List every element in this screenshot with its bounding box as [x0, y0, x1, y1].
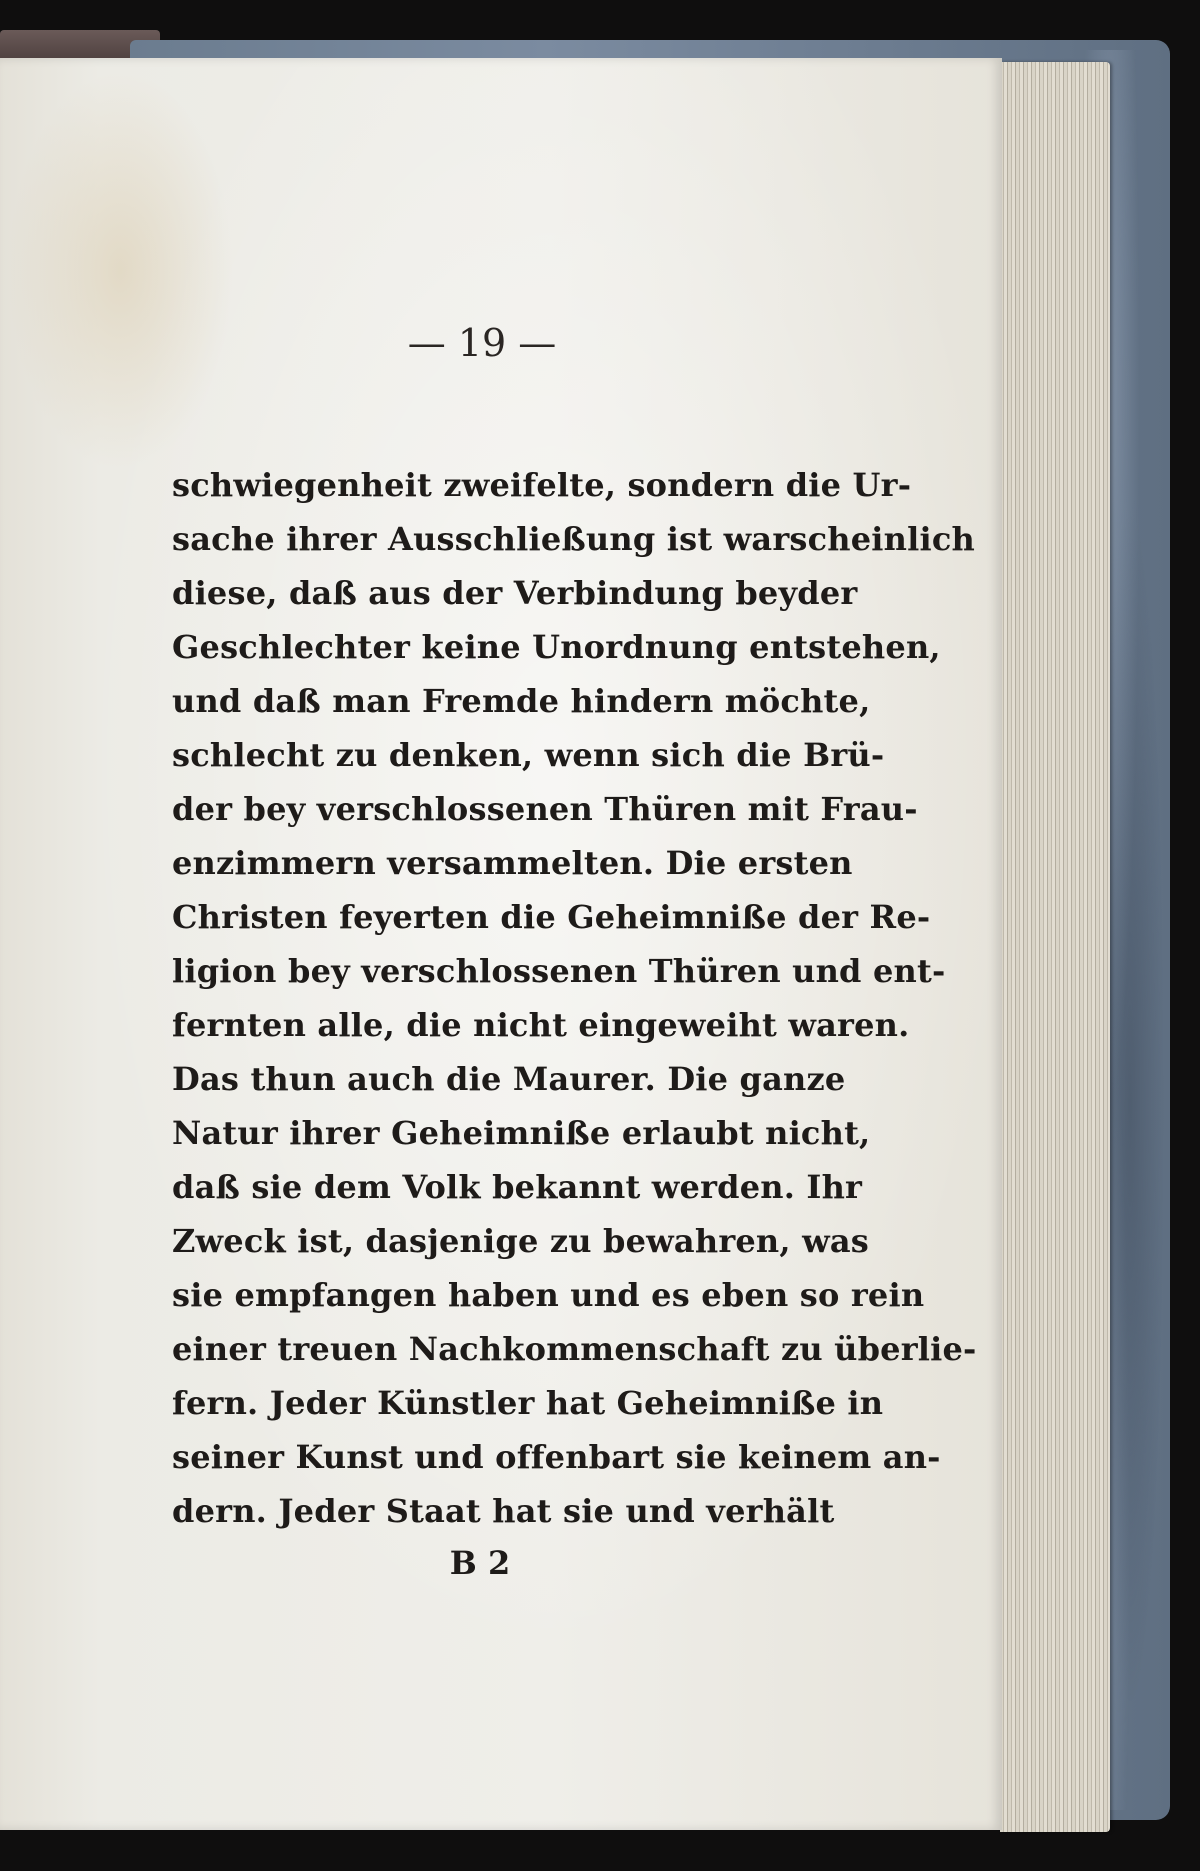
- book-page: [0, 58, 1002, 1830]
- body-text: [172, 458, 977, 1538]
- text-line: und daß man Fremde hindern möchte,: [172, 682, 871, 720]
- text-line: dern. Jeder Staat hat sie und verhält: [172, 1492, 835, 1530]
- text-line: schlecht zu denken, wenn sich die Brü-: [172, 736, 885, 774]
- text-line: Natur ihrer Geheimniße erlaubt nicht,: [172, 1114, 871, 1152]
- text-line: Christen feyerten die Geheimniße der Re-: [172, 898, 931, 936]
- text-line: schwiegenheit zweifelte, sondern die Ur-: [172, 466, 912, 504]
- text-line: enzimmern versammelten. Die ersten: [172, 844, 853, 882]
- text-line: sie empfangen haben und es eben so rein: [172, 1276, 925, 1314]
- text-line: sache ihrer Ausschließung ist warscheinlich: [172, 520, 975, 558]
- text-line: diese, daß aus der Verbindung beyder: [172, 574, 858, 612]
- text-line: daß sie dem Volk bekannt werden. Ihr: [172, 1168, 863, 1206]
- page-number-header: — 19 —: [407, 321, 557, 365]
- text-line: Zweck ist, dasjenige zu bewahren, was: [172, 1222, 869, 1260]
- signature-mark: B 2: [449, 1544, 511, 1582]
- text-line: einer treuen Nachkommenschaft zu überlie-: [172, 1330, 977, 1368]
- text-line: Das thun auch die Maurer. Die ganze: [172, 1060, 846, 1098]
- text-line: seiner Kunst und offenbart sie keinem an-: [172, 1438, 941, 1476]
- text-line: fernten alle, die nicht eingeweiht waren.: [172, 1006, 910, 1044]
- text-line: ligion bey verschlossenen Thüren und ent-: [172, 952, 946, 990]
- text-line: der bey verschlossenen Thüren mit Frau-: [172, 790, 918, 828]
- text-line: Geschlechter keine Unordnung entstehen,: [172, 628, 941, 666]
- text-line: fern. Jeder Künstler hat Geheimniße in: [172, 1384, 884, 1422]
- page-edges: [1000, 62, 1110, 1832]
